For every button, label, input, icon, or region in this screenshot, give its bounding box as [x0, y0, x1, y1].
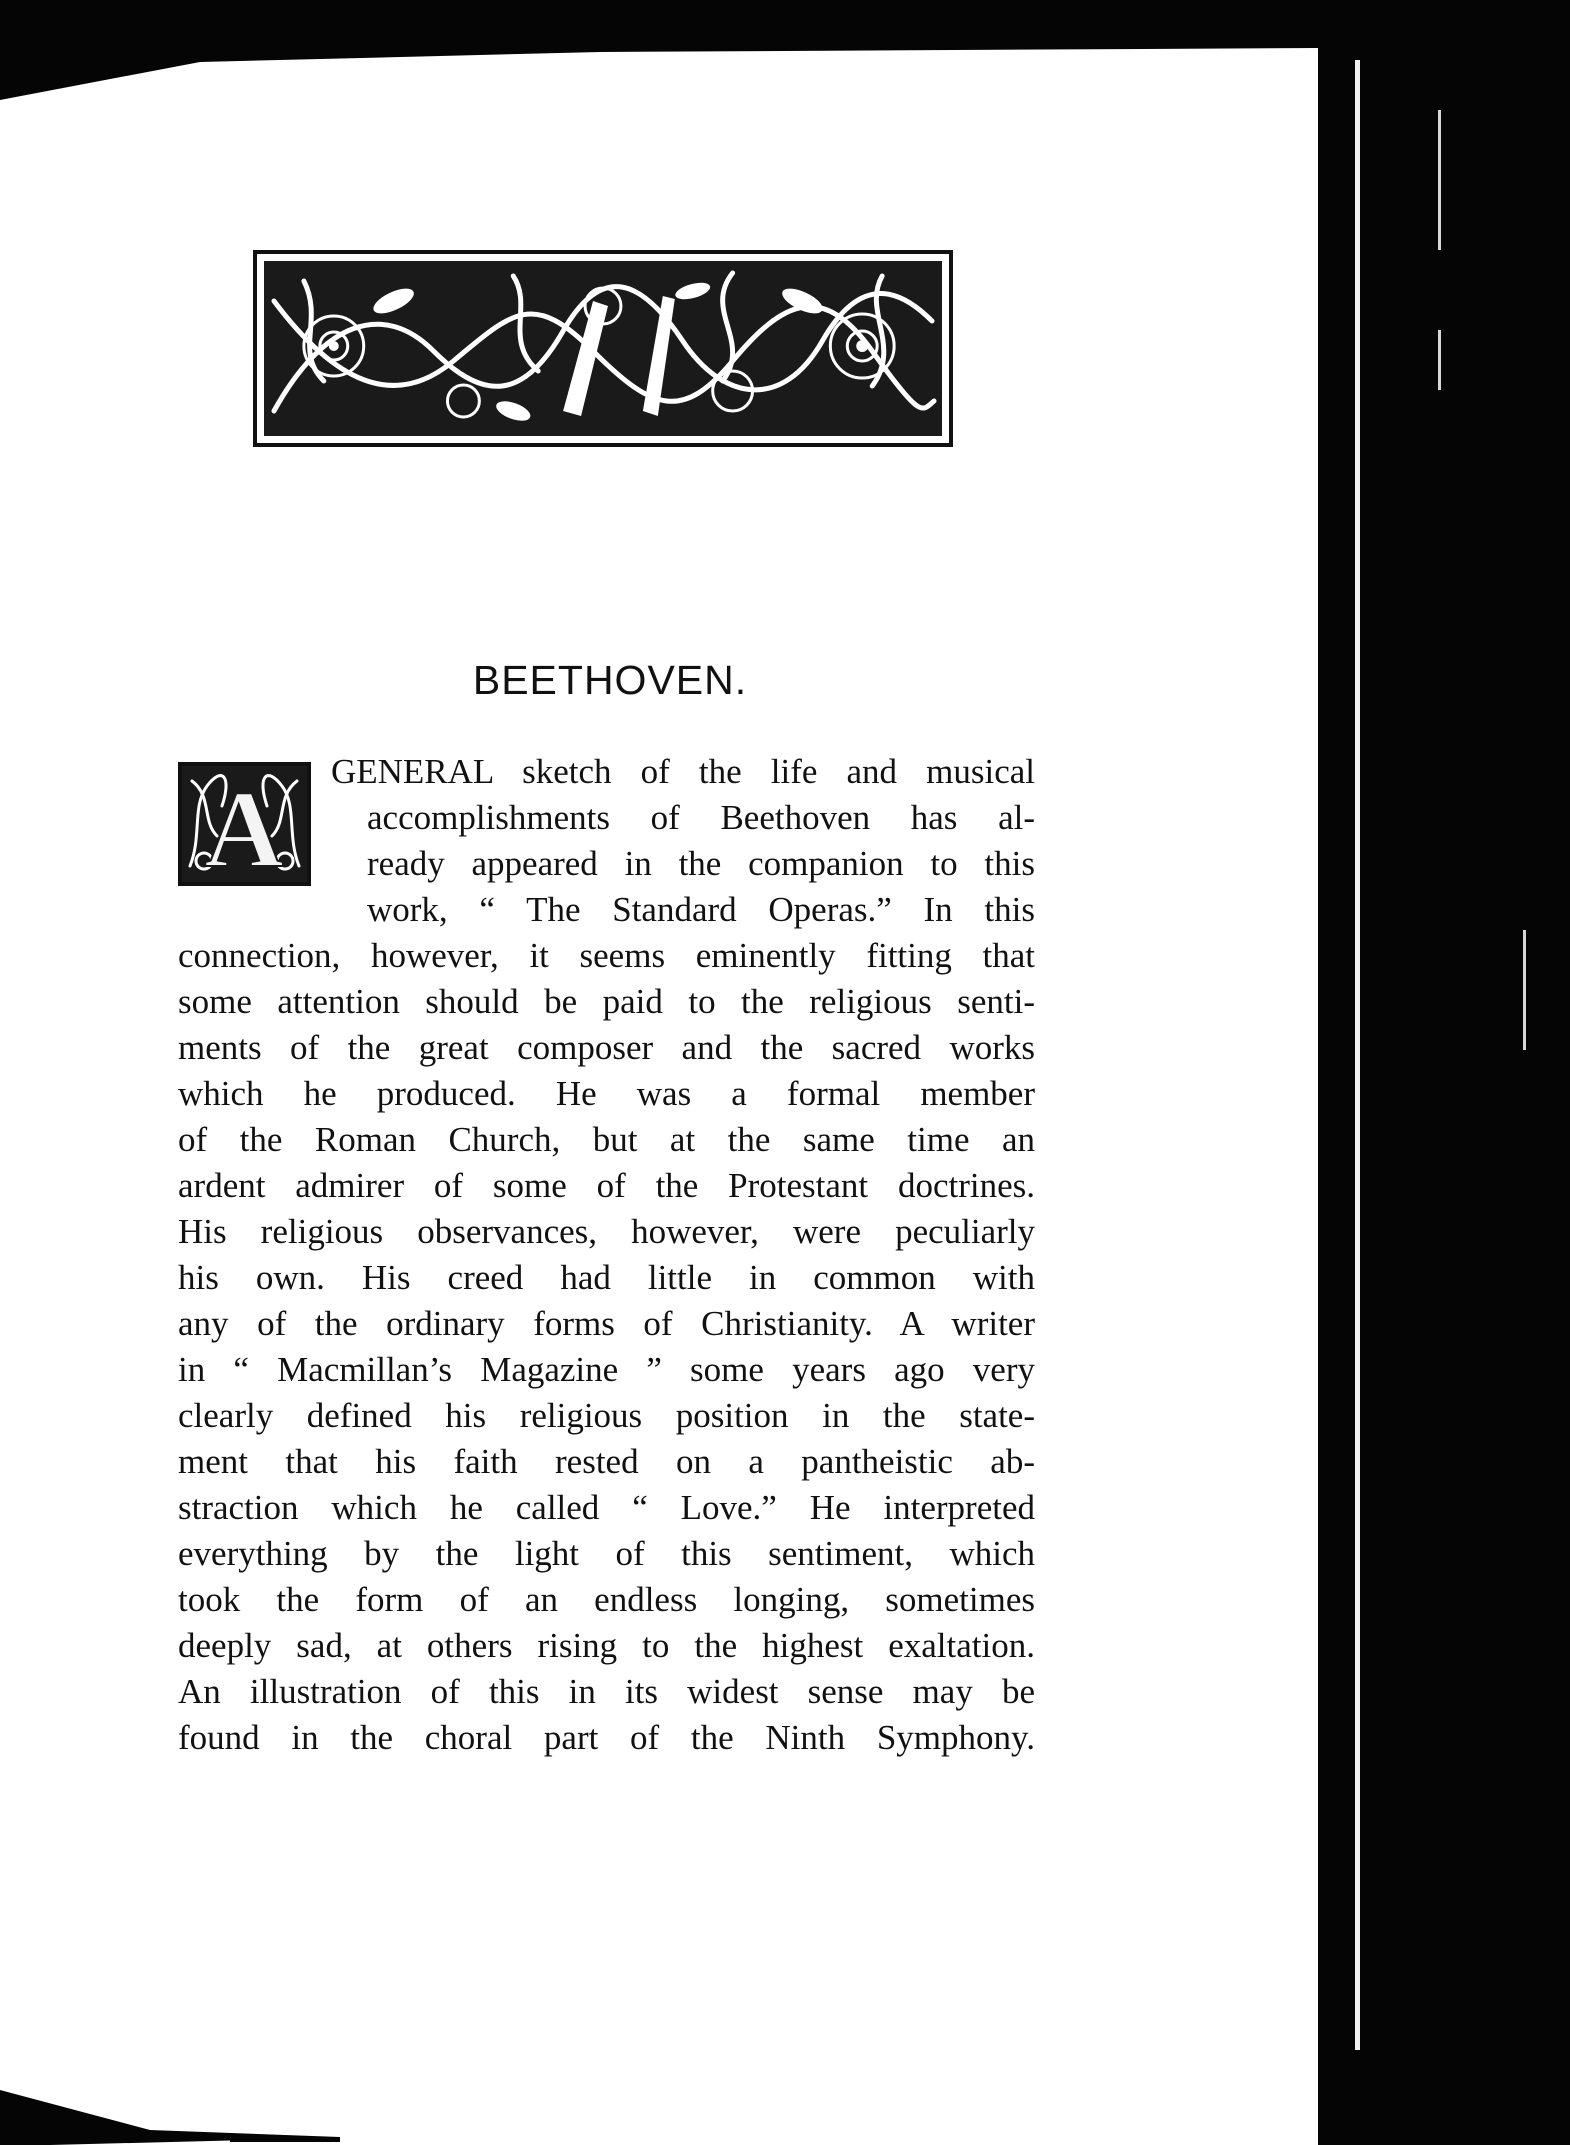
scan-speck [1438, 330, 1441, 390]
text-line: ardent admirer of some of the Protestant doctrines. [178, 1166, 1035, 1205]
text-line: ment that his faith rested on a pantheistic ab- [178, 1442, 1035, 1481]
scan-edge-line [1355, 60, 1360, 2050]
text-line: of the Roman Church, but at the same time an [178, 1120, 1035, 1159]
ornamental-initial-icon [182, 766, 307, 882]
text-line: his own. His creed had little in common with [178, 1258, 1035, 1297]
text-line: deeply sad, at others rising to the highest exaltation. [178, 1626, 1035, 1665]
text-line: which he produced. He was a formal member [178, 1074, 1035, 1113]
scan-speck [1438, 110, 1441, 250]
floral-ornament-icon [264, 261, 942, 436]
drop-cap-initial [178, 762, 311, 886]
ornamental-headpiece [253, 250, 953, 447]
text-line: His religious observances, however, were peculiarly [178, 1212, 1035, 1251]
text-line: ments of the great composer and the sacred works [178, 1028, 1035, 1067]
text-line: An illustration of this in its widest sense may be [178, 1672, 1035, 1711]
text-line: any of the ordinary forms of Christianity. A writer [178, 1304, 1035, 1343]
text-line: GENERAL sketch of the life and musical [331, 752, 1035, 791]
text-line: found in the choral part of the Ninth Symphony. [178, 1718, 1035, 1757]
scan-edge-right [1318, 30, 1570, 2145]
text-line: in “ Macmillan’s Magazine ” some years ago very [178, 1350, 1035, 1389]
text-line: ready appeared in the companion to this [367, 844, 1035, 883]
text-line: some attention should be paid to the religious senti- [178, 982, 1035, 1021]
text-line: straction which he called “ Love.” He interpreted [178, 1488, 1035, 1527]
page-title: BEETHOVEN. [472, 657, 748, 703]
text-line: clearly defined his religious position in the state- [178, 1396, 1035, 1435]
text-line: connection, however, it seems eminently fitting that [178, 936, 1035, 975]
drop-cap-letter: A [204, 768, 284, 882]
scan-edge-bottom [0, 2090, 340, 2145]
text-line: accomplishments of Beethoven has al- [367, 798, 1035, 837]
scan-speck [1523, 930, 1526, 1050]
text-line: took the form of an endless longing, sometimes [178, 1580, 1035, 1619]
text-line: everything by the light of this sentiment, which [178, 1534, 1035, 1573]
text-line: work, “ The Standard Operas.” In this [367, 890, 1035, 929]
